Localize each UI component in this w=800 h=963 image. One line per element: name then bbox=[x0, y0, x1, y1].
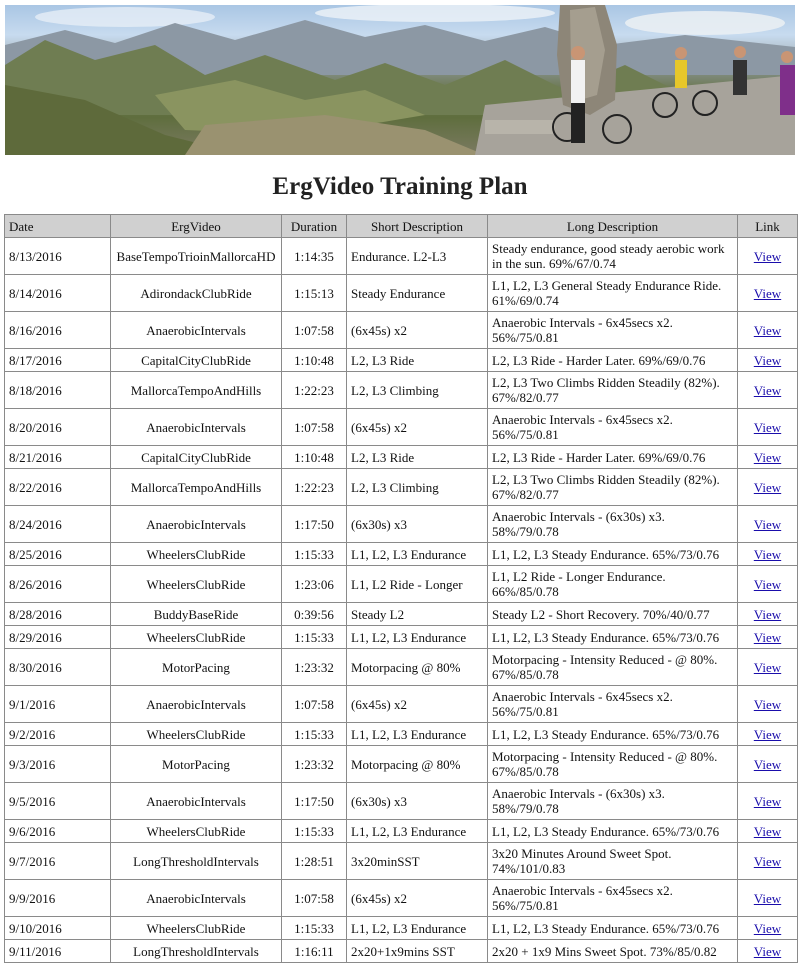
view-link[interactable]: View bbox=[753, 449, 782, 465]
cell-duration: 1:15:33 bbox=[282, 723, 347, 746]
table-row bbox=[5, 783, 798, 820]
cell-long-description: L1, L2, L3 Steady Endurance. 65%/73/0.76 bbox=[488, 723, 738, 746]
cell-link bbox=[738, 506, 798, 543]
cell-ergvideo: CapitalCityClubRide bbox=[111, 446, 282, 469]
cell-ergvideo: AnaerobicIntervals bbox=[111, 506, 282, 543]
cell-date: 9/11/2016 bbox=[5, 940, 111, 963]
cell-link bbox=[738, 275, 798, 312]
table-row bbox=[5, 746, 798, 783]
cell-long-description: 3x20 Minutes Around Sweet Spot. 74%/101/0.83 bbox=[488, 843, 738, 880]
view-link[interactable]: View bbox=[753, 853, 782, 869]
cell-long-description: Motorpacing - Intensity Reduced - @ 80%. 67%/85/0.78 bbox=[488, 746, 738, 783]
header-short-description: Short Description bbox=[347, 215, 488, 238]
cell-link bbox=[738, 349, 798, 372]
cell-duration: 1:23:06 bbox=[282, 566, 347, 603]
cell-link bbox=[738, 783, 798, 820]
cell-duration: 1:15:13 bbox=[282, 275, 347, 312]
cell-short-description: L2, L3 Climbing bbox=[347, 372, 488, 409]
view-link[interactable]: View bbox=[753, 659, 782, 675]
table-row bbox=[5, 469, 798, 506]
cell-short-description: Motorpacing @ 80% bbox=[347, 746, 488, 783]
cell-ergvideo: BaseTempoTrioinMallorcaHD bbox=[111, 238, 282, 275]
cell-duration: 1:14:35 bbox=[282, 238, 347, 275]
cell-short-description: L1, L2, L3 Endurance bbox=[347, 820, 488, 843]
cell-duration: 1:17:50 bbox=[282, 783, 347, 820]
cell-duration: 1:10:48 bbox=[282, 446, 347, 469]
cell-duration: 1:07:58 bbox=[282, 686, 347, 723]
cell-ergvideo: AnaerobicIntervals bbox=[111, 409, 282, 446]
cell-long-description: Steady endurance, good steady aerobic work in the sun. 69%/67/0.74 bbox=[488, 238, 738, 275]
cell-short-description: L1, L2, L3 Endurance bbox=[347, 626, 488, 649]
cell-short-description: (6x45s) x2 bbox=[347, 880, 488, 917]
cell-date: 9/5/2016 bbox=[5, 783, 111, 820]
cell-duration: 1:15:33 bbox=[282, 917, 347, 940]
view-link[interactable]: View bbox=[753, 322, 782, 338]
cell-date: 9/3/2016 bbox=[5, 746, 111, 783]
cell-duration: 0:39:56 bbox=[282, 603, 347, 626]
table-row bbox=[5, 820, 798, 843]
cell-duration: 1:22:23 bbox=[282, 372, 347, 409]
cell-duration: 1:15:33 bbox=[282, 543, 347, 566]
training-plan-table bbox=[4, 214, 798, 963]
cell-link bbox=[738, 940, 798, 963]
cell-long-description: L2, L3 Two Climbs Ridden Steadily (82%). 67%/82/0.77 bbox=[488, 469, 738, 506]
table-row bbox=[5, 843, 798, 880]
view-link[interactable]: View bbox=[753, 382, 782, 398]
view-link[interactable]: View bbox=[753, 629, 782, 645]
cell-long-description: L1, L2, L3 Steady Endurance. 65%/73/0.76 bbox=[488, 626, 738, 649]
cell-date: 8/14/2016 bbox=[5, 275, 111, 312]
cell-duration: 1:22:23 bbox=[282, 469, 347, 506]
cell-ergvideo: AdirondackClubRide bbox=[111, 275, 282, 312]
cell-date: 8/22/2016 bbox=[5, 469, 111, 506]
cell-long-description: Motorpacing - Intensity Reduced - @ 80%. 67%/85/0.78 bbox=[488, 649, 738, 686]
cell-duration: 1:16:11 bbox=[282, 940, 347, 963]
cell-date: 8/29/2016 bbox=[5, 626, 111, 649]
cell-ergvideo: AnaerobicIntervals bbox=[111, 783, 282, 820]
cell-long-description: L1, L2, L3 Steady Endurance. 65%/73/0.76 bbox=[488, 917, 738, 940]
cell-duration: 1:10:48 bbox=[282, 349, 347, 372]
cell-short-description: 2x20+1x9mins SST bbox=[347, 940, 488, 963]
table-header-row bbox=[5, 215, 798, 238]
cell-long-description: 2x20 + 1x9 Mins Sweet Spot. 73%/85/0.82 bbox=[488, 940, 738, 963]
table-row bbox=[5, 275, 798, 312]
cell-long-description: L2, L3 Ride - Harder Later. 69%/69/0.76 bbox=[488, 446, 738, 469]
cell-short-description: L2, L3 Ride bbox=[347, 349, 488, 372]
view-link[interactable]: View bbox=[753, 516, 782, 532]
cell-duration: 1:07:58 bbox=[282, 312, 347, 349]
cell-link bbox=[738, 686, 798, 723]
cell-short-description: L2, L3 Ride bbox=[347, 446, 488, 469]
cell-short-description: L1, L2, L3 Endurance bbox=[347, 543, 488, 566]
cell-short-description: Motorpacing @ 80% bbox=[347, 649, 488, 686]
table-row bbox=[5, 372, 798, 409]
cell-long-description: Anaerobic Intervals - 6x45secs x2. 56%/75/0.81 bbox=[488, 880, 738, 917]
cell-duration: 1:28:51 bbox=[282, 843, 347, 880]
cell-long-description: L2, L3 Ride - Harder Later. 69%/69/0.76 bbox=[488, 349, 738, 372]
cell-ergvideo: LongThresholdIntervals bbox=[111, 940, 282, 963]
header-duration: Duration bbox=[282, 215, 347, 238]
cell-link bbox=[738, 649, 798, 686]
page-title: ErgVideo Training Plan bbox=[272, 173, 528, 200]
cell-ergvideo: WheelersClubRide bbox=[111, 723, 282, 746]
cell-ergvideo: BuddyBaseRide bbox=[111, 603, 282, 626]
header-date: Date bbox=[5, 215, 111, 238]
cell-date: 8/28/2016 bbox=[5, 603, 111, 626]
cell-duration: 1:15:33 bbox=[282, 820, 347, 843]
cell-short-description: 3x20minSST bbox=[347, 843, 488, 880]
cell-long-description: Anaerobic Intervals - (6x30s) x3. 58%/79/0.78 bbox=[488, 506, 738, 543]
cell-ergvideo: MotorPacing bbox=[111, 649, 282, 686]
cell-link bbox=[738, 917, 798, 940]
view-link[interactable]: View bbox=[753, 546, 782, 562]
cell-duration: 1:17:50 bbox=[282, 506, 347, 543]
header-link: Link bbox=[738, 215, 798, 238]
table-row bbox=[5, 312, 798, 349]
table-row bbox=[5, 349, 798, 372]
cell-date: 8/18/2016 bbox=[5, 372, 111, 409]
table-row bbox=[5, 880, 798, 917]
view-link[interactable]: View bbox=[753, 756, 782, 772]
cell-duration: 1:23:32 bbox=[282, 649, 347, 686]
view-link[interactable]: View bbox=[753, 943, 782, 959]
cell-long-description: L1, L2 Ride - Longer Endurance. 66%/85/0.78 bbox=[488, 566, 738, 603]
cell-ergvideo: AnaerobicIntervals bbox=[111, 686, 282, 723]
cell-link bbox=[738, 603, 798, 626]
cell-ergvideo: MallorcaTempoAndHills bbox=[111, 372, 282, 409]
cell-short-description: Steady L2 bbox=[347, 603, 488, 626]
view-link[interactable]: View bbox=[753, 920, 782, 936]
table-row bbox=[5, 649, 798, 686]
cell-short-description: L1, L2, L3 Endurance bbox=[347, 723, 488, 746]
cell-short-description: L1, L2 Ride - Longer bbox=[347, 566, 488, 603]
view-link[interactable]: View bbox=[753, 352, 782, 368]
cell-date: 8/21/2016 bbox=[5, 446, 111, 469]
cell-link bbox=[738, 566, 798, 603]
view-link[interactable]: View bbox=[753, 696, 782, 712]
cell-long-description: Anaerobic Intervals - (6x30s) x3. 58%/79/0.78 bbox=[488, 783, 738, 820]
cell-long-description: Anaerobic Intervals - 6x45secs x2. 56%/75/0.81 bbox=[488, 686, 738, 723]
view-link[interactable]: View bbox=[753, 823, 782, 839]
cell-ergvideo: MotorPacing bbox=[111, 746, 282, 783]
cell-date: 9/7/2016 bbox=[5, 843, 111, 880]
table-row bbox=[5, 686, 798, 723]
cell-long-description: Anaerobic Intervals - 6x45secs x2. 56%/75/0.81 bbox=[488, 312, 738, 349]
cell-short-description: L1, L2, L3 Endurance bbox=[347, 917, 488, 940]
table-row bbox=[5, 917, 798, 940]
banner-photo bbox=[5, 5, 795, 155]
table-row bbox=[5, 446, 798, 469]
cell-link bbox=[738, 820, 798, 843]
table-row bbox=[5, 940, 798, 963]
cell-link bbox=[738, 409, 798, 446]
table-row bbox=[5, 723, 798, 746]
cell-link bbox=[738, 372, 798, 409]
cell-date: 9/10/2016 bbox=[5, 917, 111, 940]
cell-ergvideo: AnaerobicIntervals bbox=[111, 312, 282, 349]
cell-date: 8/26/2016 bbox=[5, 566, 111, 603]
header-long-description: Long Description bbox=[488, 215, 738, 238]
view-link[interactable]: View bbox=[753, 726, 782, 742]
cell-link bbox=[738, 543, 798, 566]
cell-short-description: (6x45s) x2 bbox=[347, 686, 488, 723]
cell-duration: 1:07:58 bbox=[282, 409, 347, 446]
view-link[interactable]: View bbox=[753, 285, 782, 301]
cell-date: 8/20/2016 bbox=[5, 409, 111, 446]
table-row bbox=[5, 506, 798, 543]
cell-ergvideo: AnaerobicIntervals bbox=[111, 880, 282, 917]
cell-date: 9/1/2016 bbox=[5, 686, 111, 723]
cell-link bbox=[738, 446, 798, 469]
cell-link bbox=[738, 723, 798, 746]
cell-link bbox=[738, 843, 798, 880]
cell-date: 9/2/2016 bbox=[5, 723, 111, 746]
cell-ergvideo: MallorcaTempoAndHills bbox=[111, 469, 282, 506]
view-link[interactable]: View bbox=[753, 576, 782, 592]
table-row bbox=[5, 626, 798, 649]
cell-link bbox=[738, 626, 798, 649]
cell-short-description: (6x30s) x3 bbox=[347, 506, 488, 543]
table-row bbox=[5, 603, 798, 626]
cell-date: 9/6/2016 bbox=[5, 820, 111, 843]
cell-date: 9/9/2016 bbox=[5, 880, 111, 917]
cell-short-description: (6x30s) x3 bbox=[347, 783, 488, 820]
cell-date: 8/16/2016 bbox=[5, 312, 111, 349]
cell-long-description: Anaerobic Intervals - 6x45secs x2. 56%/75/0.81 bbox=[488, 409, 738, 446]
cell-short-description: L2, L3 Climbing bbox=[347, 469, 488, 506]
cell-long-description: L2, L3 Two Climbs Ridden Steadily (82%). 67%/82/0.77 bbox=[488, 372, 738, 409]
cell-ergvideo: WheelersClubRide bbox=[111, 626, 282, 649]
cell-link bbox=[738, 746, 798, 783]
cell-duration: 1:07:58 bbox=[282, 880, 347, 917]
cell-date: 8/17/2016 bbox=[5, 349, 111, 372]
cell-short-description: Steady Endurance bbox=[347, 275, 488, 312]
table-row bbox=[5, 543, 798, 566]
view-link[interactable]: View bbox=[753, 479, 782, 495]
cell-duration: 1:15:33 bbox=[282, 626, 347, 649]
cell-ergvideo: WheelersClubRide bbox=[111, 543, 282, 566]
cell-long-description: L1, L2, L3 General Steady Endurance Ride. 61%/69/0.74 bbox=[488, 275, 738, 312]
cell-long-description: L1, L2, L3 Steady Endurance. 65%/73/0.76 bbox=[488, 820, 738, 843]
cell-duration: 1:23:32 bbox=[282, 746, 347, 783]
cell-ergvideo: WheelersClubRide bbox=[111, 820, 282, 843]
table-row bbox=[5, 566, 798, 603]
view-link[interactable]: View bbox=[753, 419, 782, 435]
cell-date: 8/24/2016 bbox=[5, 506, 111, 543]
cell-ergvideo: CapitalCityClubRide bbox=[111, 349, 282, 372]
cell-link bbox=[738, 469, 798, 506]
table-body bbox=[5, 238, 798, 963]
cell-ergvideo: WheelersClubRide bbox=[111, 917, 282, 940]
mountain-landscape-image bbox=[5, 5, 795, 155]
view-link[interactable]: View bbox=[753, 793, 782, 809]
table-row bbox=[5, 409, 798, 446]
cell-short-description: (6x45s) x2 bbox=[347, 312, 488, 349]
cell-link bbox=[738, 312, 798, 349]
cell-date: 8/30/2016 bbox=[5, 649, 111, 686]
cell-long-description: Steady L2 - Short Recovery. 70%/40/0.77 bbox=[488, 603, 738, 626]
view-link[interactable]: View bbox=[753, 606, 782, 622]
cell-date: 8/13/2016 bbox=[5, 238, 111, 275]
cell-link bbox=[738, 880, 798, 917]
header-ergvideo: ErgVideo bbox=[111, 215, 282, 238]
cell-link bbox=[738, 238, 798, 275]
cell-ergvideo: WheelersClubRide bbox=[111, 566, 282, 603]
cell-short-description: (6x45s) x2 bbox=[347, 409, 488, 446]
view-link[interactable]: View bbox=[753, 248, 782, 264]
cell-short-description: Endurance. L2-L3 bbox=[347, 238, 488, 275]
cell-ergvideo: LongThresholdIntervals bbox=[111, 843, 282, 880]
table-row bbox=[5, 238, 798, 275]
view-link[interactable]: View bbox=[753, 890, 782, 906]
cell-long-description: L1, L2, L3 Steady Endurance. 65%/73/0.76 bbox=[488, 543, 738, 566]
cell-date: 8/25/2016 bbox=[5, 543, 111, 566]
